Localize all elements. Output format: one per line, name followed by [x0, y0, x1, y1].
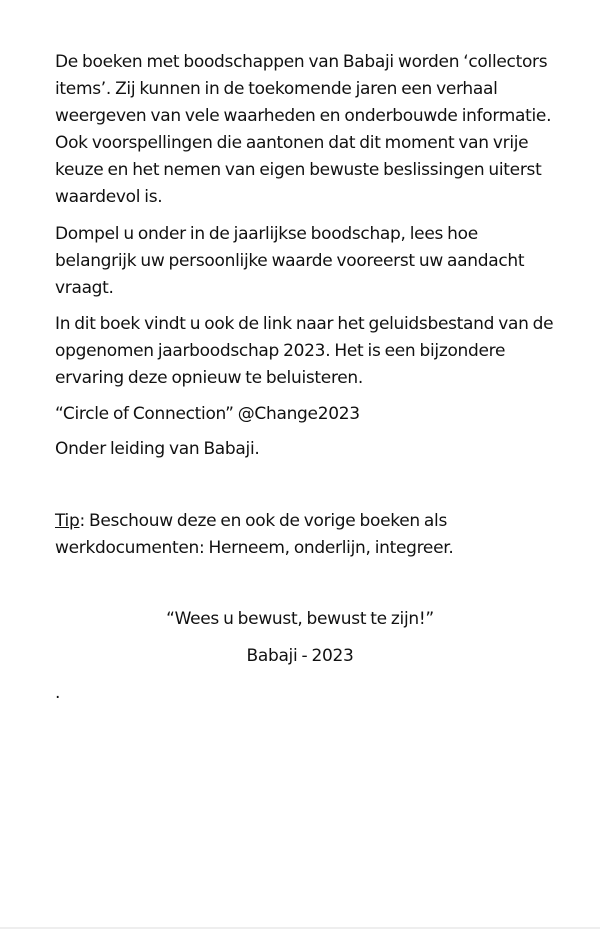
paragraph-annual-message: Dompel u onder in de jaarlijkse boodschap, lees hoe belangrijk uw persoonlijke waarde vooreerst uw aandacht vraagt.	[55, 224, 525, 298]
paragraph-audio-link: In dit boek vindt u ook de link naar het geluidsbestand van de opgenomen jaarboodschap 2023. Het is een bijzondere ervaring deze opnieuw te beluisteren.	[55, 314, 554, 388]
tip-text: : Beschouw deze en ook de vorige boeken als werkdocumenten: Herneem, onderlijn, integreer.	[55, 511, 454, 558]
paragraph-circle-of-connection: “Circle of Connection” @Change2023	[55, 404, 360, 424]
tip-paragraph	[55, 508, 555, 562]
paragraph-led-by-babaji: Onder leiding van Babaji.	[55, 439, 260, 459]
quote-author: Babaji - 2023	[246, 646, 354, 666]
trailing-dot: .	[55, 683, 61, 703]
tip-label: Tip	[55, 511, 80, 531]
paragraph-collectors-items: De boeken met boodschappen van Babaji worden ‘collectors items’. Zij kunnen in de toekomende jaren een verhaal weergeven van vele waarheden en onderbouwde informatie. Ook voorspellingen die aantonen dat dit moment van vrije keuze en het nemen van eigen bewuste beslissingen uiterst waardevol is.	[55, 52, 552, 207]
quote-line: “Wees u bewust, bewust te zijn!”	[166, 609, 434, 629]
